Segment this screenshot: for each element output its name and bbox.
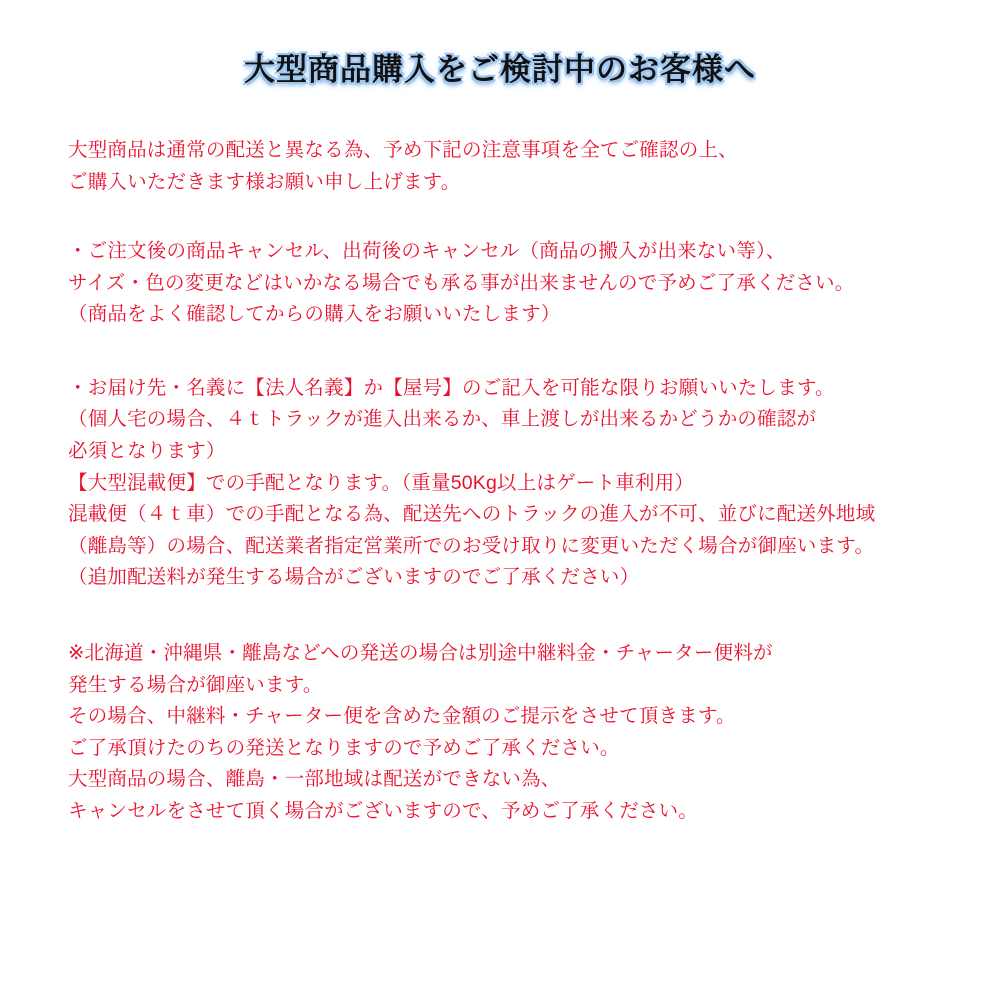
notice-line: ご了承頂けたのちの発送となりますので予めご了承ください。	[68, 736, 620, 759]
notice-block-delivery-address	[68, 373, 938, 594]
notice-line: （商品をよく確認してからの購入をお願いいたします）	[68, 303, 561, 326]
notice-line: 発生する場合が御座います。	[68, 673, 323, 696]
notice-line: 大型商品は通常の配送と異なる為、予め下記の注意事項を全てご確認の上、	[68, 139, 738, 161]
notice-line: （離島等）の場合、配送業者指定営業所でのお受け取りに変更いただく場合が御座います。	[68, 534, 875, 557]
notice-line: ・お届け先・名義に【法人名義】か【屋号】のご記入を可能な限りお願いいたします。	[68, 376, 835, 399]
notice-block-intro	[68, 135, 938, 198]
notice-content	[0, 135, 1000, 827]
notice-line: ご購入いただきます様お願い申し上げます。	[68, 170, 461, 193]
notice-line: 必須となります）	[68, 440, 226, 463]
notice-line: ※北海道・沖縄県・離島などへの発送の場合は別途中継料金・チャーター便料が	[68, 641, 773, 664]
notice-line: 【大型混載便】での手配となります。（重量50Kg以上はゲート車利用）	[68, 471, 695, 494]
notice-line: 混載便（４ｔ車）での手配となる為、配送先へのトラックの進入が不可、並びに配送外地域	[68, 503, 876, 526]
page-title-container	[0, 0, 1000, 89]
notice-line: （追加配送料が発生する場合がございますのでご了承ください）	[68, 566, 640, 589]
notice-line: 大型商品の場合、離島・一部地域は配送ができない為、	[68, 768, 561, 791]
notice-block-cancel-policy	[68, 236, 938, 331]
notice-block-remote-area	[68, 638, 938, 827]
notice-line: （個人宅の場合、４ｔトラックが進入出来るか、車上渡しが出来るかどうかの確認が	[68, 408, 817, 431]
notice-line: ・ご注文後の商品キャンセル、出荷後のキャンセル（商品の搬入が出来ない等）、	[68, 240, 786, 263]
notice-line: サイズ・色の変更などはいかなる場合でも承る事が出来ませんので予めご了承ください。	[68, 271, 855, 294]
notice-line: その場合、中継料・チャーター便を含めた金額のご提示をさせて頂きます。	[68, 705, 736, 728]
notice-line: キャンセルをさせて頂く場合がございますので、予めご了承ください。	[68, 799, 699, 822]
page-title: 大型商品購入をご検討中のお客様へ	[244, 52, 756, 87]
